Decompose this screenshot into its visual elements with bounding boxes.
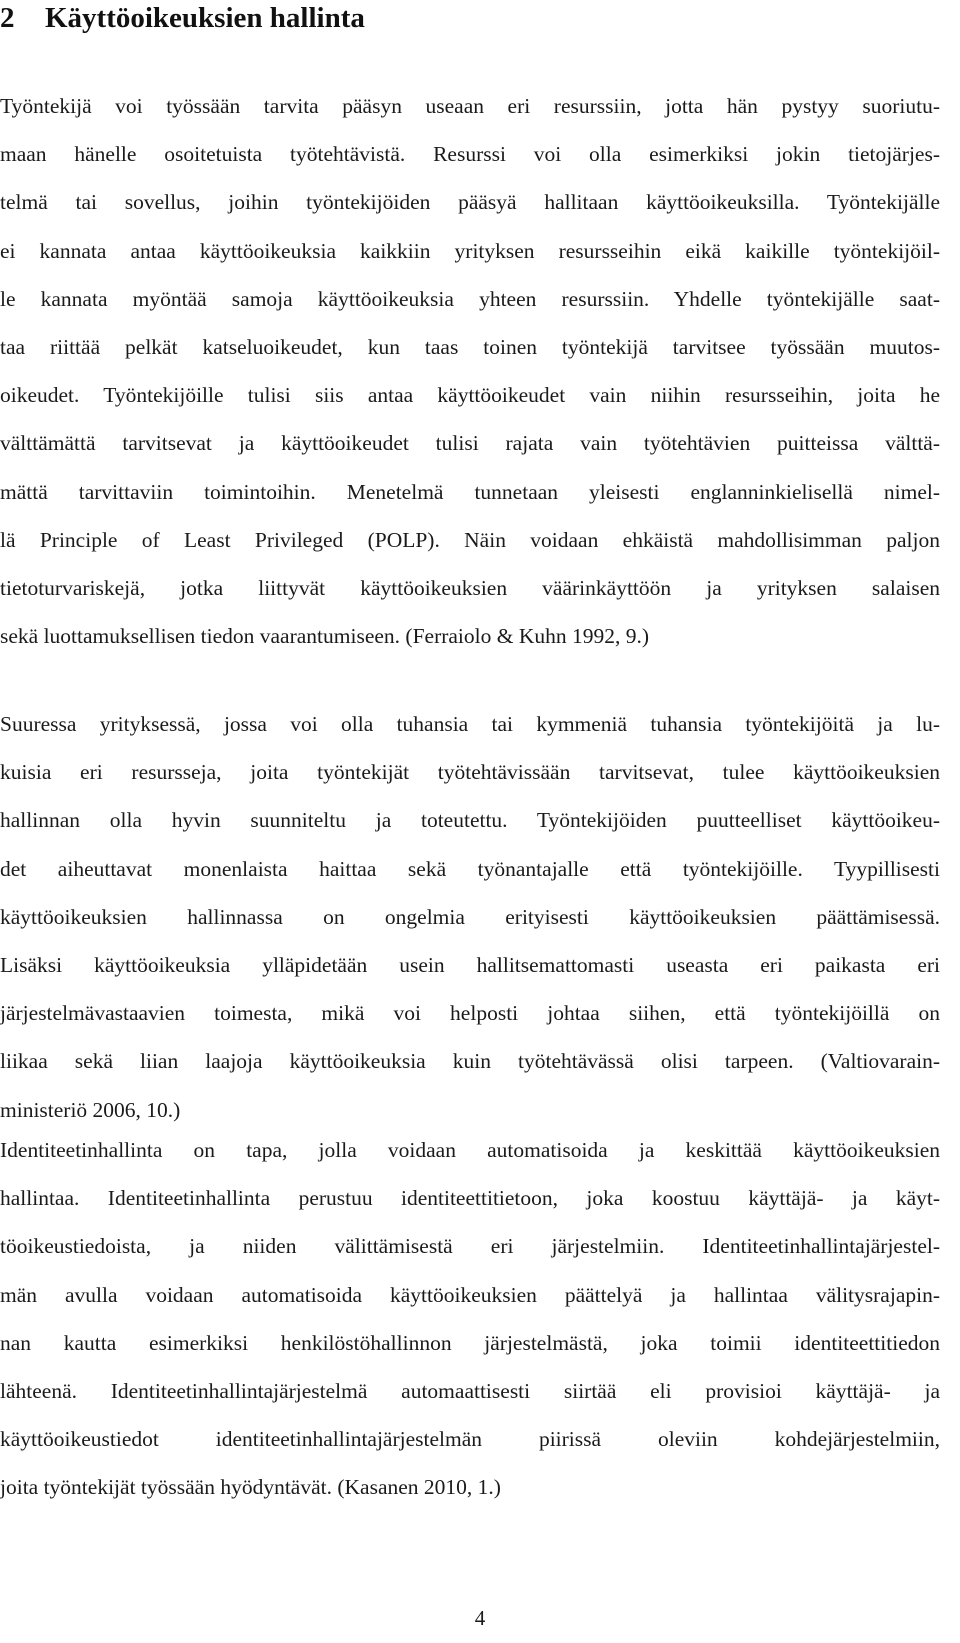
paragraph-line: käyttöoikeustiedot identiteetinhallintajärjestelmän piirissä oleviin kohdejärjestelmiin, [0, 1427, 940, 1452]
paragraph-line: liikaa sekä liian laajoja käyttöoikeuksia kuin työtehtävässä olisi tarpeen. (Valtiovarain- [0, 1049, 940, 1074]
paragraph-line: Suuressa yrityksessä, jossa voi olla tuhansia tai kymmeniä tuhansia työntekijöitä ja lu- [0, 712, 940, 736]
section-heading [0, 0, 940, 36]
paragraph-line: mättä tarvittaviin toimintoihin. Menetelmä tunnetaan yleisesti englanninkielisellä nimel- [0, 479, 940, 504]
paragraph-line: välttämättä tarvitsevat ja käyttöoikeudet tulisi rajata vain työtehtävien puitteissa välttä- [0, 431, 940, 456]
paragraph-line: hallintaa. Identiteetinhallinta perustuu identiteettitietoon, joka koostuu käyttäjä- ja käyt- [0, 1186, 940, 1211]
paragraph-line: töoikeustiedoista, ja niiden välittämisestä eri järjestelmiin. Identiteetinhallintajärjestel- [0, 1234, 940, 1259]
paragraph-line: sekä luottamuksellisen tiedon vaarantumiseen. (Ferraiolo & Kuhn 1992, 9.) [0, 624, 650, 649]
paragraph-3 [0, 1126, 940, 1512]
paragraph-line: hallinnan olla hyvin suunniteltu ja toteutettu. Työntekijöiden puutteelliset käyttöoikeu- [0, 808, 940, 833]
paragraph-line: oikeudet. Työntekijöille tulisi siis antaa käyttöoikeudet vain niihin resursseihin, joita he [0, 383, 940, 408]
paragraph-line: le kannata myöntää samoja käyttöoikeuksia yhteen resurssiin. Yhdelle työntekijälle saat- [0, 286, 940, 311]
paragraph-line: det aiheuttavat monenlaista haittaa sekä työnantajalle että työntekijöille. Tyypillisesti [0, 856, 940, 881]
paragraph-line: joita työntekijät työssään hyödyntävät. (Kasanen 2010, 1.) [0, 1475, 501, 1500]
page-number: 4 [474, 1606, 486, 1630]
paragraph-line: käyttöoikeuksien hallinnassa on ongelmia erityisesti käyttöoikeuksien päättämisessä. [0, 904, 940, 929]
paragraph-line: Identiteetinhallinta on tapa, jolla voidaan automatisoida ja keskittää käyttöoikeuksien [0, 1138, 940, 1162]
paragraph-line: Lisäksi käyttöoikeuksia ylläpidetään usein hallitsemattomasti useasta eri paikasta eri [0, 953, 940, 978]
paragraph-line: maan hänelle osoitetuista työtehtävistä. Resurssi voi olla esimerkiksi jokin tietojärjes- [0, 142, 940, 167]
paragraph-line: Työntekijä voi työssään tarvita pääsyn useaan eri resurssiin, jotta hän pystyy suoriutu- [0, 94, 940, 118]
paragraph-line: kuisia eri resursseja, joita työntekijät työtehtävissään tarvitsevat, tulee käyttöoikeuksien [0, 760, 940, 785]
paragraph-line: ministeriö 2006, 10.) [0, 1097, 181, 1122]
paragraph-line: ei kannata antaa käyttöoikeuksia kaikkiin yrityksen resursseihin eikä kaikille työntekijöil- [0, 238, 940, 263]
section-number: 2 [0, 2, 15, 34]
paragraph-line: nan kautta esimerkiksi henkilöstöhallinnon järjestelmästä, joka toimii identiteettitiedon [0, 1330, 940, 1355]
paragraph-line: män avulla voidaan automatisoida käyttöoikeuksien päättelyä ja hallintaa välitysrajapin- [0, 1282, 940, 1307]
paragraph-line: järjestelmävastaavien toimesta, mikä voi helposti johtaa siihen, että työntekijöillä on [0, 1001, 940, 1026]
paragraph-line: lä Principle of Least Privileged (POLP). Näin voidaan ehkäistä mahdollisimman paljon [0, 527, 940, 552]
paragraph-line: telmä tai sovellus, joihin työntekijöiden pääsyä hallitaan käyttöoikeuksilla. Työntekijälle [0, 190, 940, 215]
paragraph-2 [0, 700, 940, 1134]
section-title: Käyttöoikeuksien hallinta [45, 2, 365, 34]
paragraph-line: taa riittää pelkät katseluoikeudet, kun taas toinen työntekijä tarvitsee työssään muutos- [0, 335, 940, 360]
paragraph-line: lähteenä. Identiteetinhallintajärjestelmä automaattisesti siirtää eli provisioi käyttäjä- ja [0, 1379, 940, 1404]
paragraph-line: tietoturvariskejä, jotka liittyvät käyttöoikeuksien väärinkäyttöön ja yrityksen salaisen [0, 576, 940, 601]
paragraph-1 [0, 82, 940, 660]
